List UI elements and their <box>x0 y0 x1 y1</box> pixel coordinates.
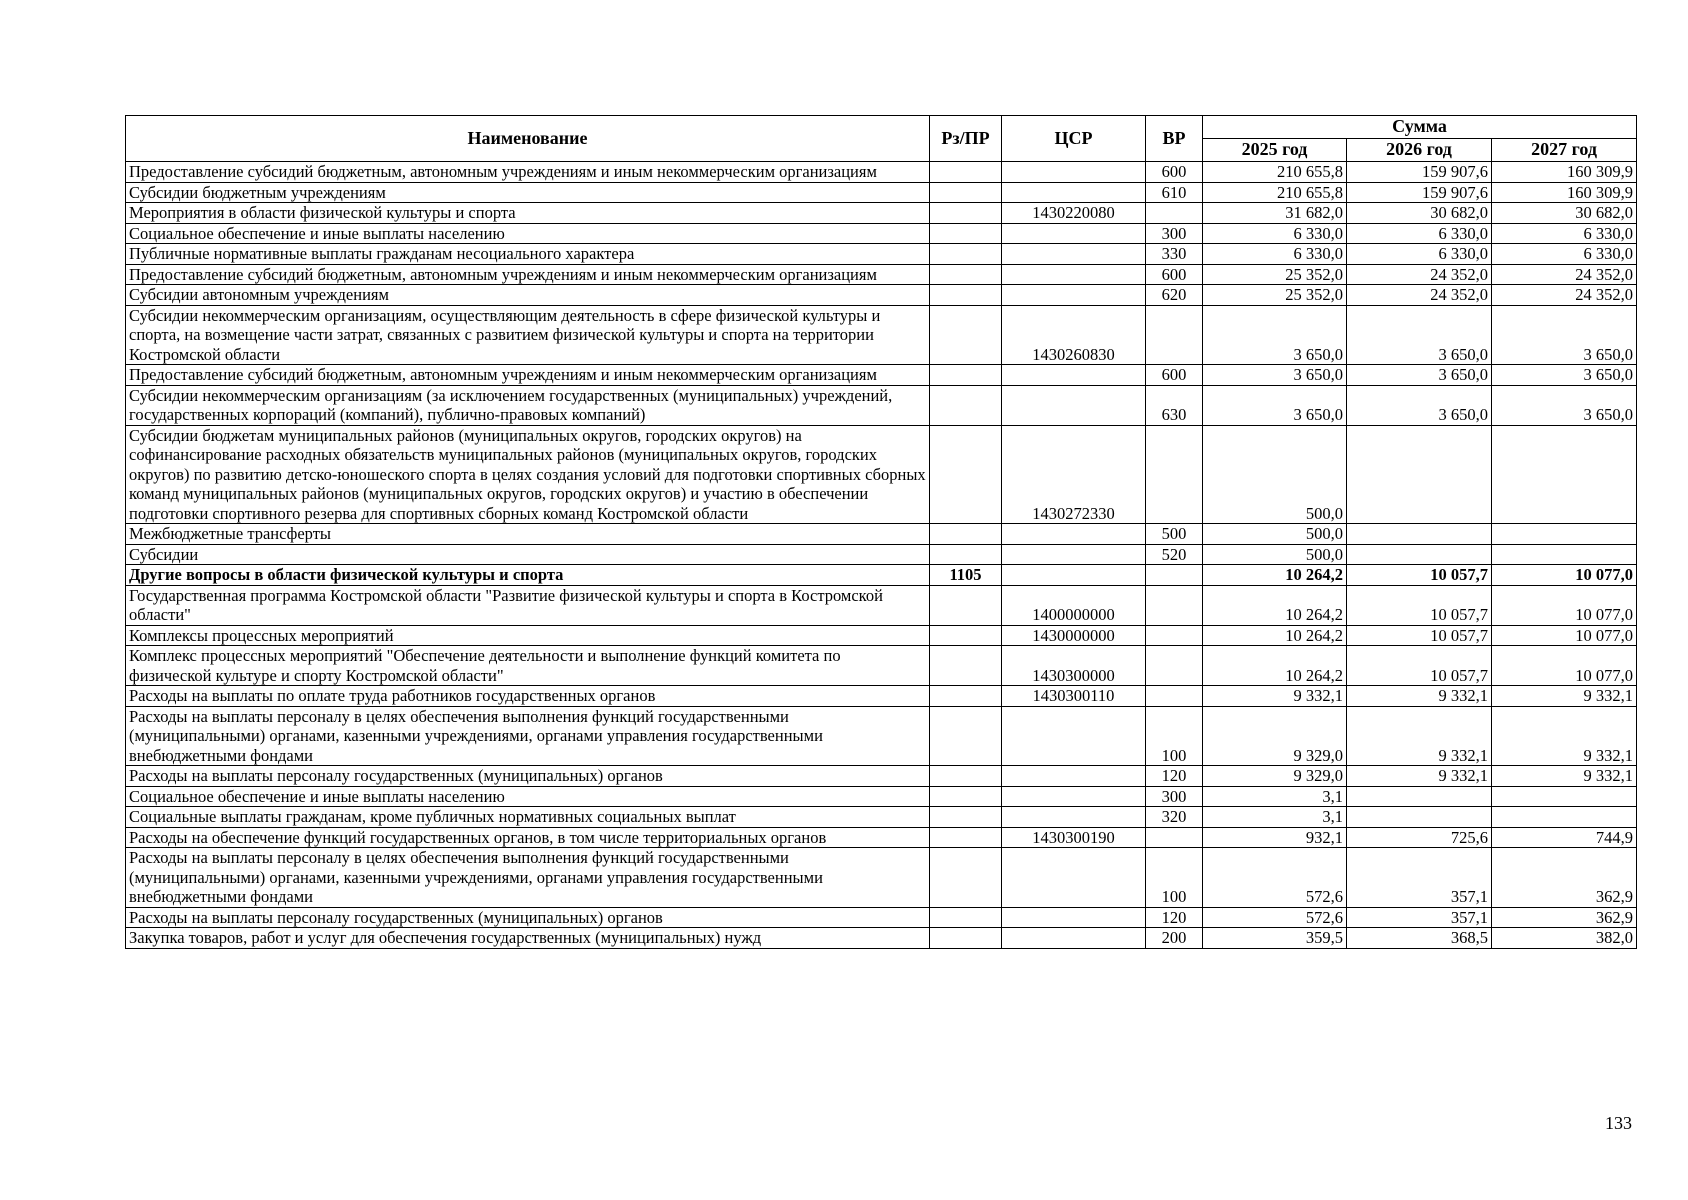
row-rzpr <box>930 827 1002 848</box>
row-sum-2026: 357,1 <box>1347 907 1492 928</box>
row-sum-2027: 6 330,0 <box>1492 244 1637 265</box>
row-sum-2025: 9 332,1 <box>1203 686 1347 707</box>
row-csr: 1430000000 <box>1002 625 1146 646</box>
row-csr: 1430300190 <box>1002 827 1146 848</box>
row-sum-2026: 357,1 <box>1347 848 1492 908</box>
row-sum-2026: 10 057,7 <box>1347 565 1492 586</box>
row-sum-2026: 3 650,0 <box>1347 385 1492 425</box>
row-rzpr <box>930 625 1002 646</box>
row-vr: 600 <box>1146 264 1203 285</box>
row-vr <box>1146 305 1203 365</box>
row-name: Расходы на выплаты по оплате труда работников государственных органов <box>126 686 930 707</box>
row-rzpr <box>930 305 1002 365</box>
header-year-2027: 2027 год <box>1492 139 1637 162</box>
row-sum-2027: 362,9 <box>1492 848 1637 908</box>
row-sum-2025: 9 329,0 <box>1203 766 1347 787</box>
row-vr <box>1146 425 1203 524</box>
row-sum-2027 <box>1492 524 1637 545</box>
row-sum-2025: 210 655,8 <box>1203 182 1347 203</box>
row-name: Субсидии бюджетам муниципальных районов (муниципальных округов, городских округов) на софинансирование расходных обязательств муниципальных районов (муниципальных округов, городских округов) по развитию детско-юношеского спорта в целях создания условий для подготовки спортивных сборных команд муниципальных районов (муниципальных округов, городских округов) и участию в обеспечении подготовки спортивного резерва для спортивных сборных команд Костромской области <box>126 425 930 524</box>
row-rzpr <box>930 646 1002 686</box>
row-sum-2026: 6 330,0 <box>1347 244 1492 265</box>
row-csr <box>1002 162 1146 183</box>
row-csr: 1430260830 <box>1002 305 1146 365</box>
row-rzpr: 1105 <box>930 565 1002 586</box>
header-sum: Сумма <box>1203 116 1637 139</box>
row-name: Субсидии некоммерческим организациям, осуществляющим деятельность в сфере физической культуры и спорта, на возмещение части затрат, связанных с развитием физической культуры и спорта на территории Костромской области <box>126 305 930 365</box>
row-csr <box>1002 365 1146 386</box>
row-vr: 120 <box>1146 907 1203 928</box>
row-rzpr <box>930 244 1002 265</box>
row-vr: 630 <box>1146 385 1203 425</box>
row-rzpr <box>930 585 1002 625</box>
row-rzpr <box>930 285 1002 306</box>
row-sum-2027: 3 650,0 <box>1492 365 1637 386</box>
table-row <box>126 686 1637 707</box>
row-sum-2026: 159 907,6 <box>1347 182 1492 203</box>
row-sum-2027: 3 650,0 <box>1492 385 1637 425</box>
table-row <box>126 244 1637 265</box>
header-csr: ЦСР <box>1002 116 1146 162</box>
row-csr <box>1002 285 1146 306</box>
table-row <box>126 928 1637 949</box>
row-sum-2025: 359,5 <box>1203 928 1347 949</box>
row-sum-2027: 744,9 <box>1492 827 1637 848</box>
row-csr: 1430272330 <box>1002 425 1146 524</box>
row-sum-2027 <box>1492 425 1637 524</box>
row-csr: 1430220080 <box>1002 203 1146 224</box>
row-name: Государственная программа Костромской области "Развитие физической культуры и спорта в Костромской области" <box>126 585 930 625</box>
row-sum-2025: 10 264,2 <box>1203 625 1347 646</box>
table-row <box>126 766 1637 787</box>
row-sum-2027: 160 309,9 <box>1492 182 1637 203</box>
row-sum-2027: 10 077,0 <box>1492 625 1637 646</box>
row-vr <box>1146 565 1203 586</box>
budget-table-container <box>125 115 1636 949</box>
row-name: Предоставление субсидий бюджетным, автономным учреждениям и иным некоммерческим организациям <box>126 365 930 386</box>
table-row <box>126 385 1637 425</box>
row-name: Субсидии некоммерческим организациям (за исключением государственных (муниципальных) учреждений, государственных корпораций (компаний), публично-правовых компаний) <box>126 385 930 425</box>
table-row <box>126 203 1637 224</box>
row-rzpr <box>930 907 1002 928</box>
row-csr <box>1002 848 1146 908</box>
row-name: Предоставление субсидий бюджетным, автономным учреждениям и иным некоммерческим организациям <box>126 162 930 183</box>
row-vr: 120 <box>1146 766 1203 787</box>
row-sum-2025: 3 650,0 <box>1203 305 1347 365</box>
row-rzpr <box>930 766 1002 787</box>
table-row <box>126 786 1637 807</box>
row-name: Мероприятия в области физической культуры и спорта <box>126 203 930 224</box>
row-sum-2026: 3 650,0 <box>1347 305 1492 365</box>
row-rzpr <box>930 786 1002 807</box>
table-row <box>126 425 1637 524</box>
row-vr: 620 <box>1146 285 1203 306</box>
row-sum-2027: 160 309,9 <box>1492 162 1637 183</box>
row-sum-2026 <box>1347 425 1492 524</box>
row-name: Расходы на выплаты персоналу государственных (муниципальных) органов <box>126 907 930 928</box>
row-sum-2026: 30 682,0 <box>1347 203 1492 224</box>
row-name: Социальные выплаты гражданам, кроме публичных нормативных социальных выплат <box>126 807 930 828</box>
row-name: Межбюджетные трансферты <box>126 524 930 545</box>
table-header <box>126 116 1637 162</box>
row-vr: 100 <box>1146 706 1203 766</box>
table-row <box>126 907 1637 928</box>
row-rzpr <box>930 807 1002 828</box>
table-row <box>126 365 1637 386</box>
table-row <box>126 625 1637 646</box>
table-row <box>126 706 1637 766</box>
row-vr: 520 <box>1146 544 1203 565</box>
row-sum-2026: 725,6 <box>1347 827 1492 848</box>
row-sum-2026: 9 332,1 <box>1347 686 1492 707</box>
row-rzpr <box>930 686 1002 707</box>
budget-table <box>125 115 1637 949</box>
row-csr: 1430300110 <box>1002 686 1146 707</box>
table-body <box>126 162 1637 949</box>
row-vr: 500 <box>1146 524 1203 545</box>
table-row <box>126 848 1637 908</box>
row-vr: 300 <box>1146 786 1203 807</box>
table-row <box>126 807 1637 828</box>
row-csr <box>1002 264 1146 285</box>
row-name: Другие вопросы в области физической культуры и спорта <box>126 565 930 586</box>
row-vr: 600 <box>1146 365 1203 386</box>
row-rzpr <box>930 928 1002 949</box>
table-row <box>126 585 1637 625</box>
table-row <box>126 223 1637 244</box>
row-sum-2025: 500,0 <box>1203 524 1347 545</box>
table-row <box>126 544 1637 565</box>
row-csr <box>1002 524 1146 545</box>
row-name: Социальное обеспечение и иные выплаты населению <box>126 223 930 244</box>
row-vr <box>1146 646 1203 686</box>
header-year-2026: 2026 год <box>1347 139 1492 162</box>
row-sum-2026 <box>1347 524 1492 545</box>
row-sum-2026: 3 650,0 <box>1347 365 1492 386</box>
table-row <box>126 305 1637 365</box>
page-number: 133 <box>1605 1113 1632 1133</box>
row-name: Расходы на выплаты персоналу государственных (муниципальных) органов <box>126 766 930 787</box>
row-sum-2026: 10 057,7 <box>1347 646 1492 686</box>
row-csr <box>1002 385 1146 425</box>
row-sum-2027 <box>1492 544 1637 565</box>
row-name: Расходы на обеспечение функций государственных органов, в том числе территориальных органов <box>126 827 930 848</box>
row-csr <box>1002 786 1146 807</box>
row-name: Социальное обеспечение и иные выплаты населению <box>126 786 930 807</box>
row-rzpr <box>930 425 1002 524</box>
row-vr: 320 <box>1146 807 1203 828</box>
table-row <box>126 646 1637 686</box>
row-sum-2026: 368,5 <box>1347 928 1492 949</box>
row-vr <box>1146 203 1203 224</box>
row-sum-2026 <box>1347 807 1492 828</box>
row-sum-2025: 500,0 <box>1203 425 1347 524</box>
row-sum-2025: 25 352,0 <box>1203 264 1347 285</box>
row-vr: 300 <box>1146 223 1203 244</box>
row-sum-2027: 30 682,0 <box>1492 203 1637 224</box>
row-sum-2026 <box>1347 786 1492 807</box>
row-sum-2027: 6 330,0 <box>1492 223 1637 244</box>
row-name: Расходы на выплаты персоналу в целях обеспечения выполнения функций государственными (муниципальными) органами, казенными учреждениями, органами управления государственными внебюджетными фондами <box>126 848 930 908</box>
row-sum-2025: 25 352,0 <box>1203 285 1347 306</box>
row-sum-2025: 9 329,0 <box>1203 706 1347 766</box>
row-vr: 100 <box>1146 848 1203 908</box>
table-row <box>126 285 1637 306</box>
row-sum-2027: 382,0 <box>1492 928 1637 949</box>
row-rzpr <box>930 223 1002 244</box>
row-vr <box>1146 827 1203 848</box>
row-sum-2025: 10 264,2 <box>1203 585 1347 625</box>
row-csr <box>1002 223 1146 244</box>
row-sum-2027: 362,9 <box>1492 907 1637 928</box>
row-csr: 1400000000 <box>1002 585 1146 625</box>
row-sum-2026: 159 907,6 <box>1347 162 1492 183</box>
row-sum-2026: 9 332,1 <box>1347 706 1492 766</box>
table-row <box>126 827 1637 848</box>
row-sum-2027: 10 077,0 <box>1492 565 1637 586</box>
row-name: Предоставление субсидий бюджетным, автономным учреждениям и иным некоммерческим организациям <box>126 264 930 285</box>
row-sum-2025: 500,0 <box>1203 544 1347 565</box>
row-sum-2026: 24 352,0 <box>1347 264 1492 285</box>
header-vr: ВР <box>1146 116 1203 162</box>
row-csr <box>1002 244 1146 265</box>
row-name: Расходы на выплаты персоналу в целях обеспечения выполнения функций государственными (муниципальными) органами, казенными учреждениями, органами управления государственными внебюджетными фондами <box>126 706 930 766</box>
row-name: Субсидии <box>126 544 930 565</box>
row-sum-2025: 6 330,0 <box>1203 244 1347 265</box>
row-sum-2026: 24 352,0 <box>1347 285 1492 306</box>
table-row <box>126 565 1637 586</box>
row-rzpr <box>930 524 1002 545</box>
row-csr <box>1002 766 1146 787</box>
row-vr: 330 <box>1146 244 1203 265</box>
row-sum-2027: 24 352,0 <box>1492 264 1637 285</box>
row-sum-2027: 10 077,0 <box>1492 585 1637 625</box>
row-vr <box>1146 585 1203 625</box>
row-rzpr <box>930 544 1002 565</box>
row-rzpr <box>930 203 1002 224</box>
row-sum-2026: 9 332,1 <box>1347 766 1492 787</box>
row-rzpr <box>930 264 1002 285</box>
row-csr <box>1002 565 1146 586</box>
row-sum-2027 <box>1492 807 1637 828</box>
row-sum-2027: 9 332,1 <box>1492 766 1637 787</box>
row-sum-2025: 3 650,0 <box>1203 365 1347 386</box>
row-csr <box>1002 907 1146 928</box>
row-name: Закупка товаров, работ и услуг для обеспечения государственных (муниципальных) нужд <box>126 928 930 949</box>
row-sum-2025: 210 655,8 <box>1203 162 1347 183</box>
row-sum-2026: 10 057,7 <box>1347 625 1492 646</box>
row-sum-2026: 10 057,7 <box>1347 585 1492 625</box>
row-sum-2025: 3 650,0 <box>1203 385 1347 425</box>
row-rzpr <box>930 182 1002 203</box>
row-vr: 200 <box>1146 928 1203 949</box>
row-csr <box>1002 928 1146 949</box>
header-year-2025: 2025 год <box>1203 139 1347 162</box>
row-sum-2025: 572,6 <box>1203 907 1347 928</box>
table-row <box>126 182 1637 203</box>
row-rzpr <box>930 162 1002 183</box>
row-sum-2025: 3,1 <box>1203 786 1347 807</box>
row-name: Комплекс процессных мероприятий "Обеспечение деятельности и выполнение функций комитета по физической культуре и спорту Костромской области" <box>126 646 930 686</box>
row-vr: 600 <box>1146 162 1203 183</box>
row-sum-2027: 10 077,0 <box>1492 646 1637 686</box>
row-csr <box>1002 706 1146 766</box>
row-sum-2025: 31 682,0 <box>1203 203 1347 224</box>
row-sum-2026: 6 330,0 <box>1347 223 1492 244</box>
row-sum-2027: 9 332,1 <box>1492 706 1637 766</box>
row-csr <box>1002 182 1146 203</box>
row-name: Комплексы процессных мероприятий <box>126 625 930 646</box>
row-vr <box>1146 686 1203 707</box>
row-name: Субсидии бюджетным учреждениям <box>126 182 930 203</box>
row-name: Субсидии автономным учреждениям <box>126 285 930 306</box>
row-sum-2025: 10 264,2 <box>1203 646 1347 686</box>
row-rzpr <box>930 848 1002 908</box>
row-csr <box>1002 807 1146 828</box>
row-sum-2027: 9 332,1 <box>1492 686 1637 707</box>
row-vr <box>1146 625 1203 646</box>
row-sum-2027 <box>1492 786 1637 807</box>
table-row <box>126 162 1637 183</box>
header-name: Наименование <box>126 116 930 162</box>
row-csr <box>1002 544 1146 565</box>
row-sum-2025: 10 264,2 <box>1203 565 1347 586</box>
row-rzpr <box>930 385 1002 425</box>
header-rzpr: Рз/ПР <box>930 116 1002 162</box>
row-csr: 1430300000 <box>1002 646 1146 686</box>
row-vr: 610 <box>1146 182 1203 203</box>
table-row <box>126 524 1637 545</box>
row-sum-2027: 3 650,0 <box>1492 305 1637 365</box>
row-sum-2025: 3,1 <box>1203 807 1347 828</box>
row-sum-2026 <box>1347 544 1492 565</box>
row-sum-2025: 6 330,0 <box>1203 223 1347 244</box>
row-rzpr <box>930 706 1002 766</box>
row-sum-2027: 24 352,0 <box>1492 285 1637 306</box>
row-rzpr <box>930 365 1002 386</box>
row-sum-2025: 932,1 <box>1203 827 1347 848</box>
table-row <box>126 264 1637 285</box>
row-sum-2025: 572,6 <box>1203 848 1347 908</box>
row-name: Публичные нормативные выплаты гражданам несоциального характера <box>126 244 930 265</box>
